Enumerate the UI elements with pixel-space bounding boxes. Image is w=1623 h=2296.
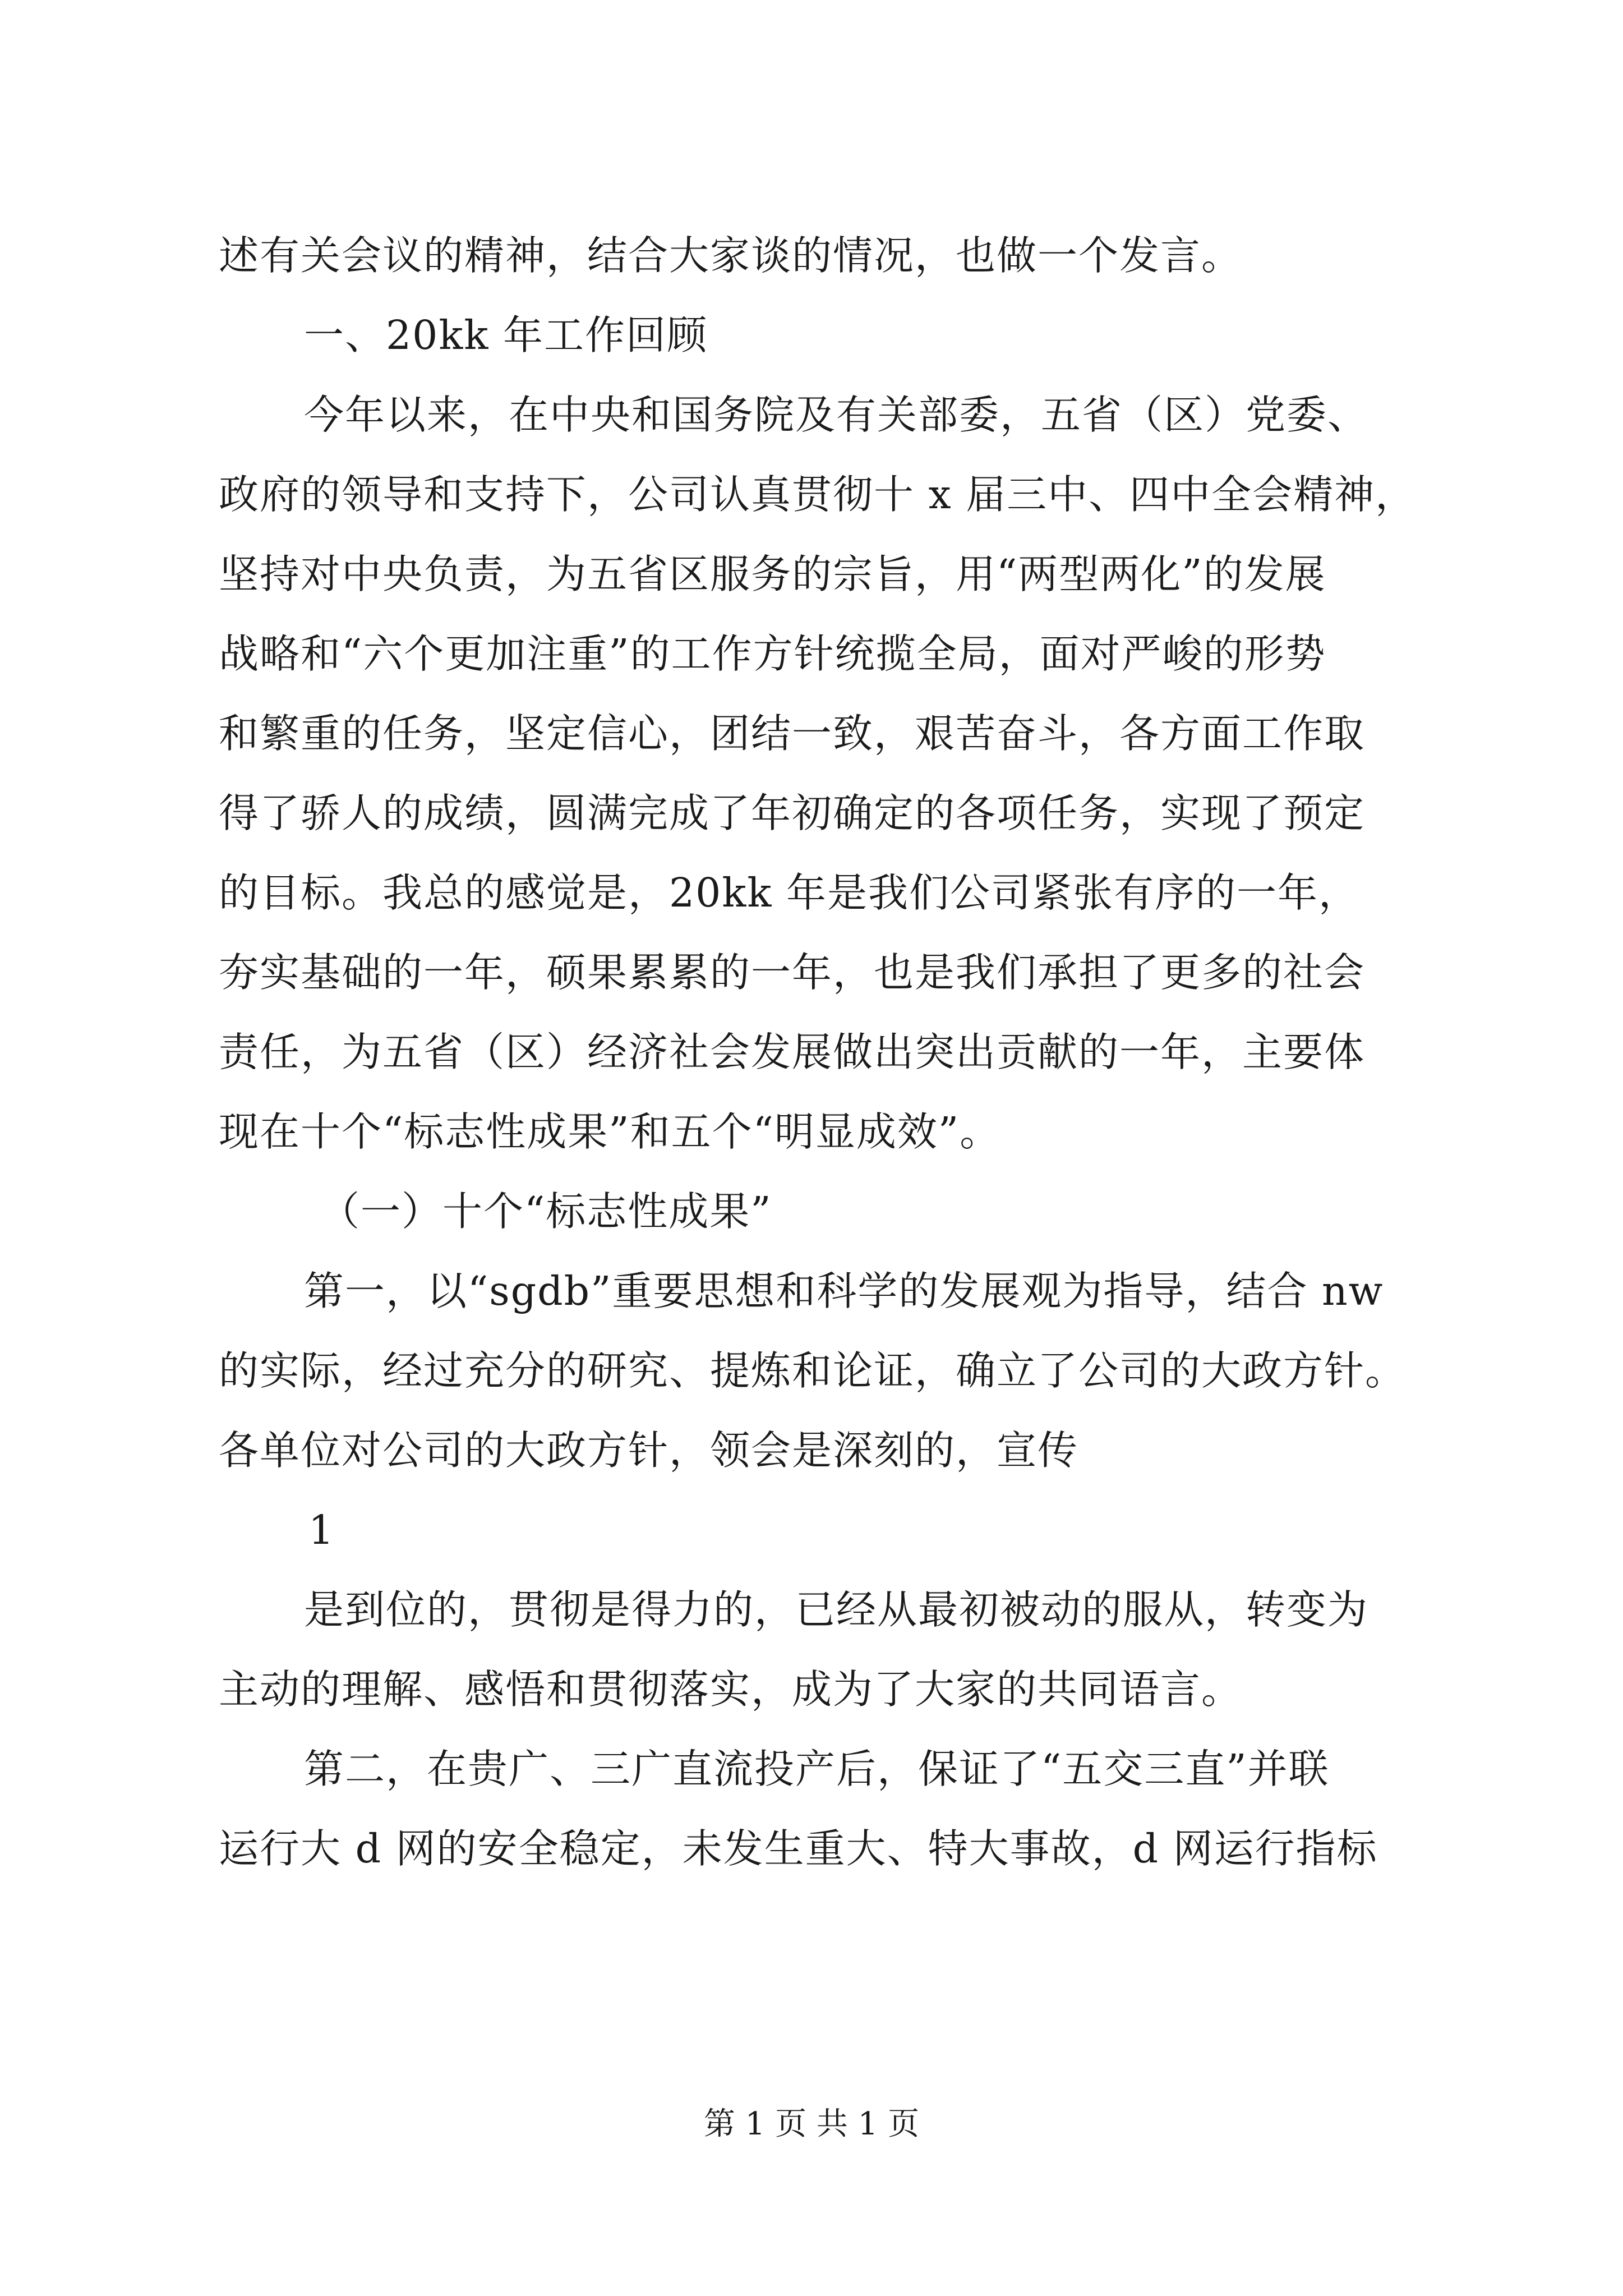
document-body bbox=[219, 216, 1441, 1889]
section-heading: 一、20kk 年工作回顾 bbox=[304, 312, 708, 358]
body-line: 主动的理解、感悟和贯彻落实，成为了大家的共同语言。 bbox=[219, 1666, 1243, 1713]
page-footer: 第 1 页 共 1 页 bbox=[703, 2106, 920, 2142]
subsection-heading: （一）十个“标志性成果” bbox=[320, 1188, 772, 1235]
body-line: 今年以来，在中央和国务院及有关部委，五省（区）党委、 bbox=[304, 392, 1369, 438]
body-line: 战略和“六个更加注重”的工作方针统揽全局，面对严峻的形势 bbox=[219, 631, 1326, 677]
body-line: 是到位的，贯彻是得力的，已经从最初被动的服从，转变为 bbox=[304, 1586, 1369, 1633]
body-line: 的实际，经过充分的研究、提炼和论证，确立了公司的大政方针。 bbox=[219, 1347, 1407, 1394]
body-line: 运行大 d 网的安全稳定，未发生重大、特大事故，d 网运行指标 bbox=[219, 1825, 1378, 1872]
body-line: 责任，为五省（区）经济社会发展做出突出贡献的一年，主要体 bbox=[219, 1029, 1366, 1075]
body-line: 现在十个“标志性成果”和五个“明显成效”。 bbox=[219, 1108, 1001, 1155]
body-line: 各单位对公司的大政方针，领会是深刻的，宣传 bbox=[219, 1427, 1079, 1474]
body-line: 第一，以“sgdb”重要思想和科学的发展观为指导，结合 nw bbox=[304, 1268, 1384, 1314]
body-line: 坚持对中央负责，为五省区服务的宗旨，用“两型两化”的发展 bbox=[219, 551, 1326, 597]
body-line: 和繁重的任务，坚定信心，团结一致，艰苦奋斗，各方面工作取 bbox=[219, 710, 1366, 757]
inline-page-number: 1 bbox=[308, 1507, 335, 1553]
body-line: 政府的领导和支持下，公司认真贯彻十 x 届三中、四中全会精神， bbox=[219, 471, 1417, 518]
body-line: 述有关会议的精神，结合大家谈的情况，也做一个发言。 bbox=[219, 232, 1243, 279]
body-line: 夯实基础的一年，硕果累累的一年，也是我们承担了更多的社会 bbox=[219, 949, 1366, 996]
body-line: 的目标。我总的感觉是，20kk 年是我们公司紧张有序的一年， bbox=[219, 869, 1359, 916]
body-line: 第二，在贵广、三广直流投产后，保证了“五交三直”并联 bbox=[304, 1746, 1330, 1792]
body-line: 得了骄人的成绩，圆满完成了年初确定的各项任务，实现了预定 bbox=[219, 790, 1366, 836]
